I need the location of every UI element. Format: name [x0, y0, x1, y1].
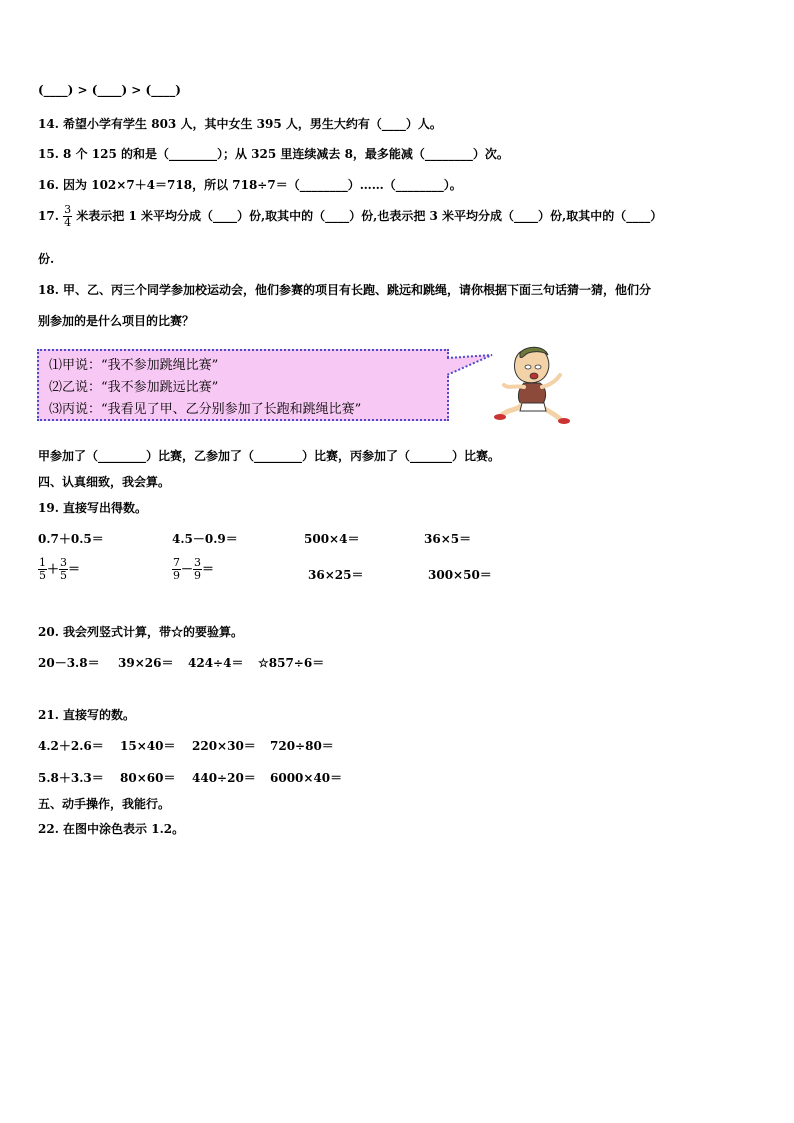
q19-item: 36×25＝: [308, 568, 364, 582]
q21-item: 220×30＝: [192, 739, 256, 753]
question-18-line1: 18. 甲、乙、丙三个同学参加校运动会，他们参赛的项目有长跑、跳远和跳绳，请你根据下面三句话猜一猜，他们分: [38, 283, 652, 297]
q20-item: 424÷4＝: [188, 656, 244, 670]
q19-title: 19. 直接写出得数。: [38, 501, 148, 515]
q19-fraction-item-2: $\frac{7}{9}$ － $\frac{3}{9}$ ＝: [173, 556, 215, 582]
q17-tail: 份.: [38, 252, 55, 266]
bubble-line-1: ⑴甲说：“我不参加跳绳比赛”: [49, 358, 219, 373]
q17-number: 17.: [38, 209, 59, 223]
q20-item: 20－3.8＝: [38, 656, 100, 670]
q19-fraction-item-1: $\frac{1}{5}$ ＋ $\frac{3}{5}$ ＝: [39, 556, 81, 582]
question-15: 15. 8 个 125 的和是（________）；从 325 里连续减去 8，最多能减（________）次。: [38, 147, 509, 161]
q18-answer: 甲参加了（________）比赛，乙参加了（________）比赛，丙参加了（_______）比赛。: [38, 449, 501, 463]
q17-text: 米表示把 1 米平均分成（____）份,取其中的（____）份,也表示把 3 米平均分成（____）份,取其中的（____）: [76, 209, 663, 223]
q21-item: 4.2＋2.6＝: [38, 739, 104, 753]
q21-item: 80×60＝: [120, 771, 176, 785]
q21-item: 440÷20＝: [192, 771, 256, 785]
q20-title: 20. 我会列竖式计算，带☆的要验算。: [38, 625, 244, 639]
speech-bubble: [37, 349, 449, 421]
q19-item: 36×5＝: [424, 532, 472, 546]
speech-bubble-tail: [447, 353, 497, 383]
question-17: [38, 204, 662, 229]
running-boy-illustration: [494, 345, 580, 425]
q21-item: 5.8＋3.3＝: [38, 771, 104, 785]
q17-fraction: $\frac{3}{4}$: [64, 203, 72, 229]
bubble-line-2: ⑵乙说：“我不参加跳远比赛”: [49, 380, 219, 395]
q19-item: 500×4＝: [304, 532, 360, 546]
q20-item: 39×26＝: [118, 656, 174, 670]
question-14: 14. 希望小学有学生 803 人，其中女生 395 人，男生大约有（____）人。: [38, 117, 442, 131]
q19-item: 0.7＋0.5＝: [38, 532, 104, 546]
question-18-line2: 别参加的是什么项目的比赛？: [38, 314, 195, 328]
q21-title: 21. 直接写的数。: [38, 708, 136, 722]
q20-item: ☆857÷6＝: [258, 656, 325, 670]
q19-item: 300×50＝: [428, 568, 492, 582]
q21-item: 6000×40＝: [270, 771, 343, 785]
q19-item: 4.5－0.9＝: [172, 532, 238, 546]
question-22: 22. 在图中涂色表示 1.2。: [38, 822, 185, 836]
section-4-heading: 四、认真细致，我会算。: [38, 475, 171, 489]
q21-item: 720÷80＝: [270, 739, 334, 753]
section-5-heading: 五、动手操作，我能行。: [38, 797, 171, 811]
question-16: 16. 因为 102×7＋4＝718，所以 718÷7＝（________）……（________）。: [38, 178, 462, 192]
q13-blanks: (____) > (____) > (____): [38, 83, 181, 97]
q21-item: 15×40＝: [120, 739, 176, 753]
bubble-line-3: ⑶丙说：“我看见了甲、乙分别参加了长跑和跳绳比赛”: [49, 402, 362, 417]
